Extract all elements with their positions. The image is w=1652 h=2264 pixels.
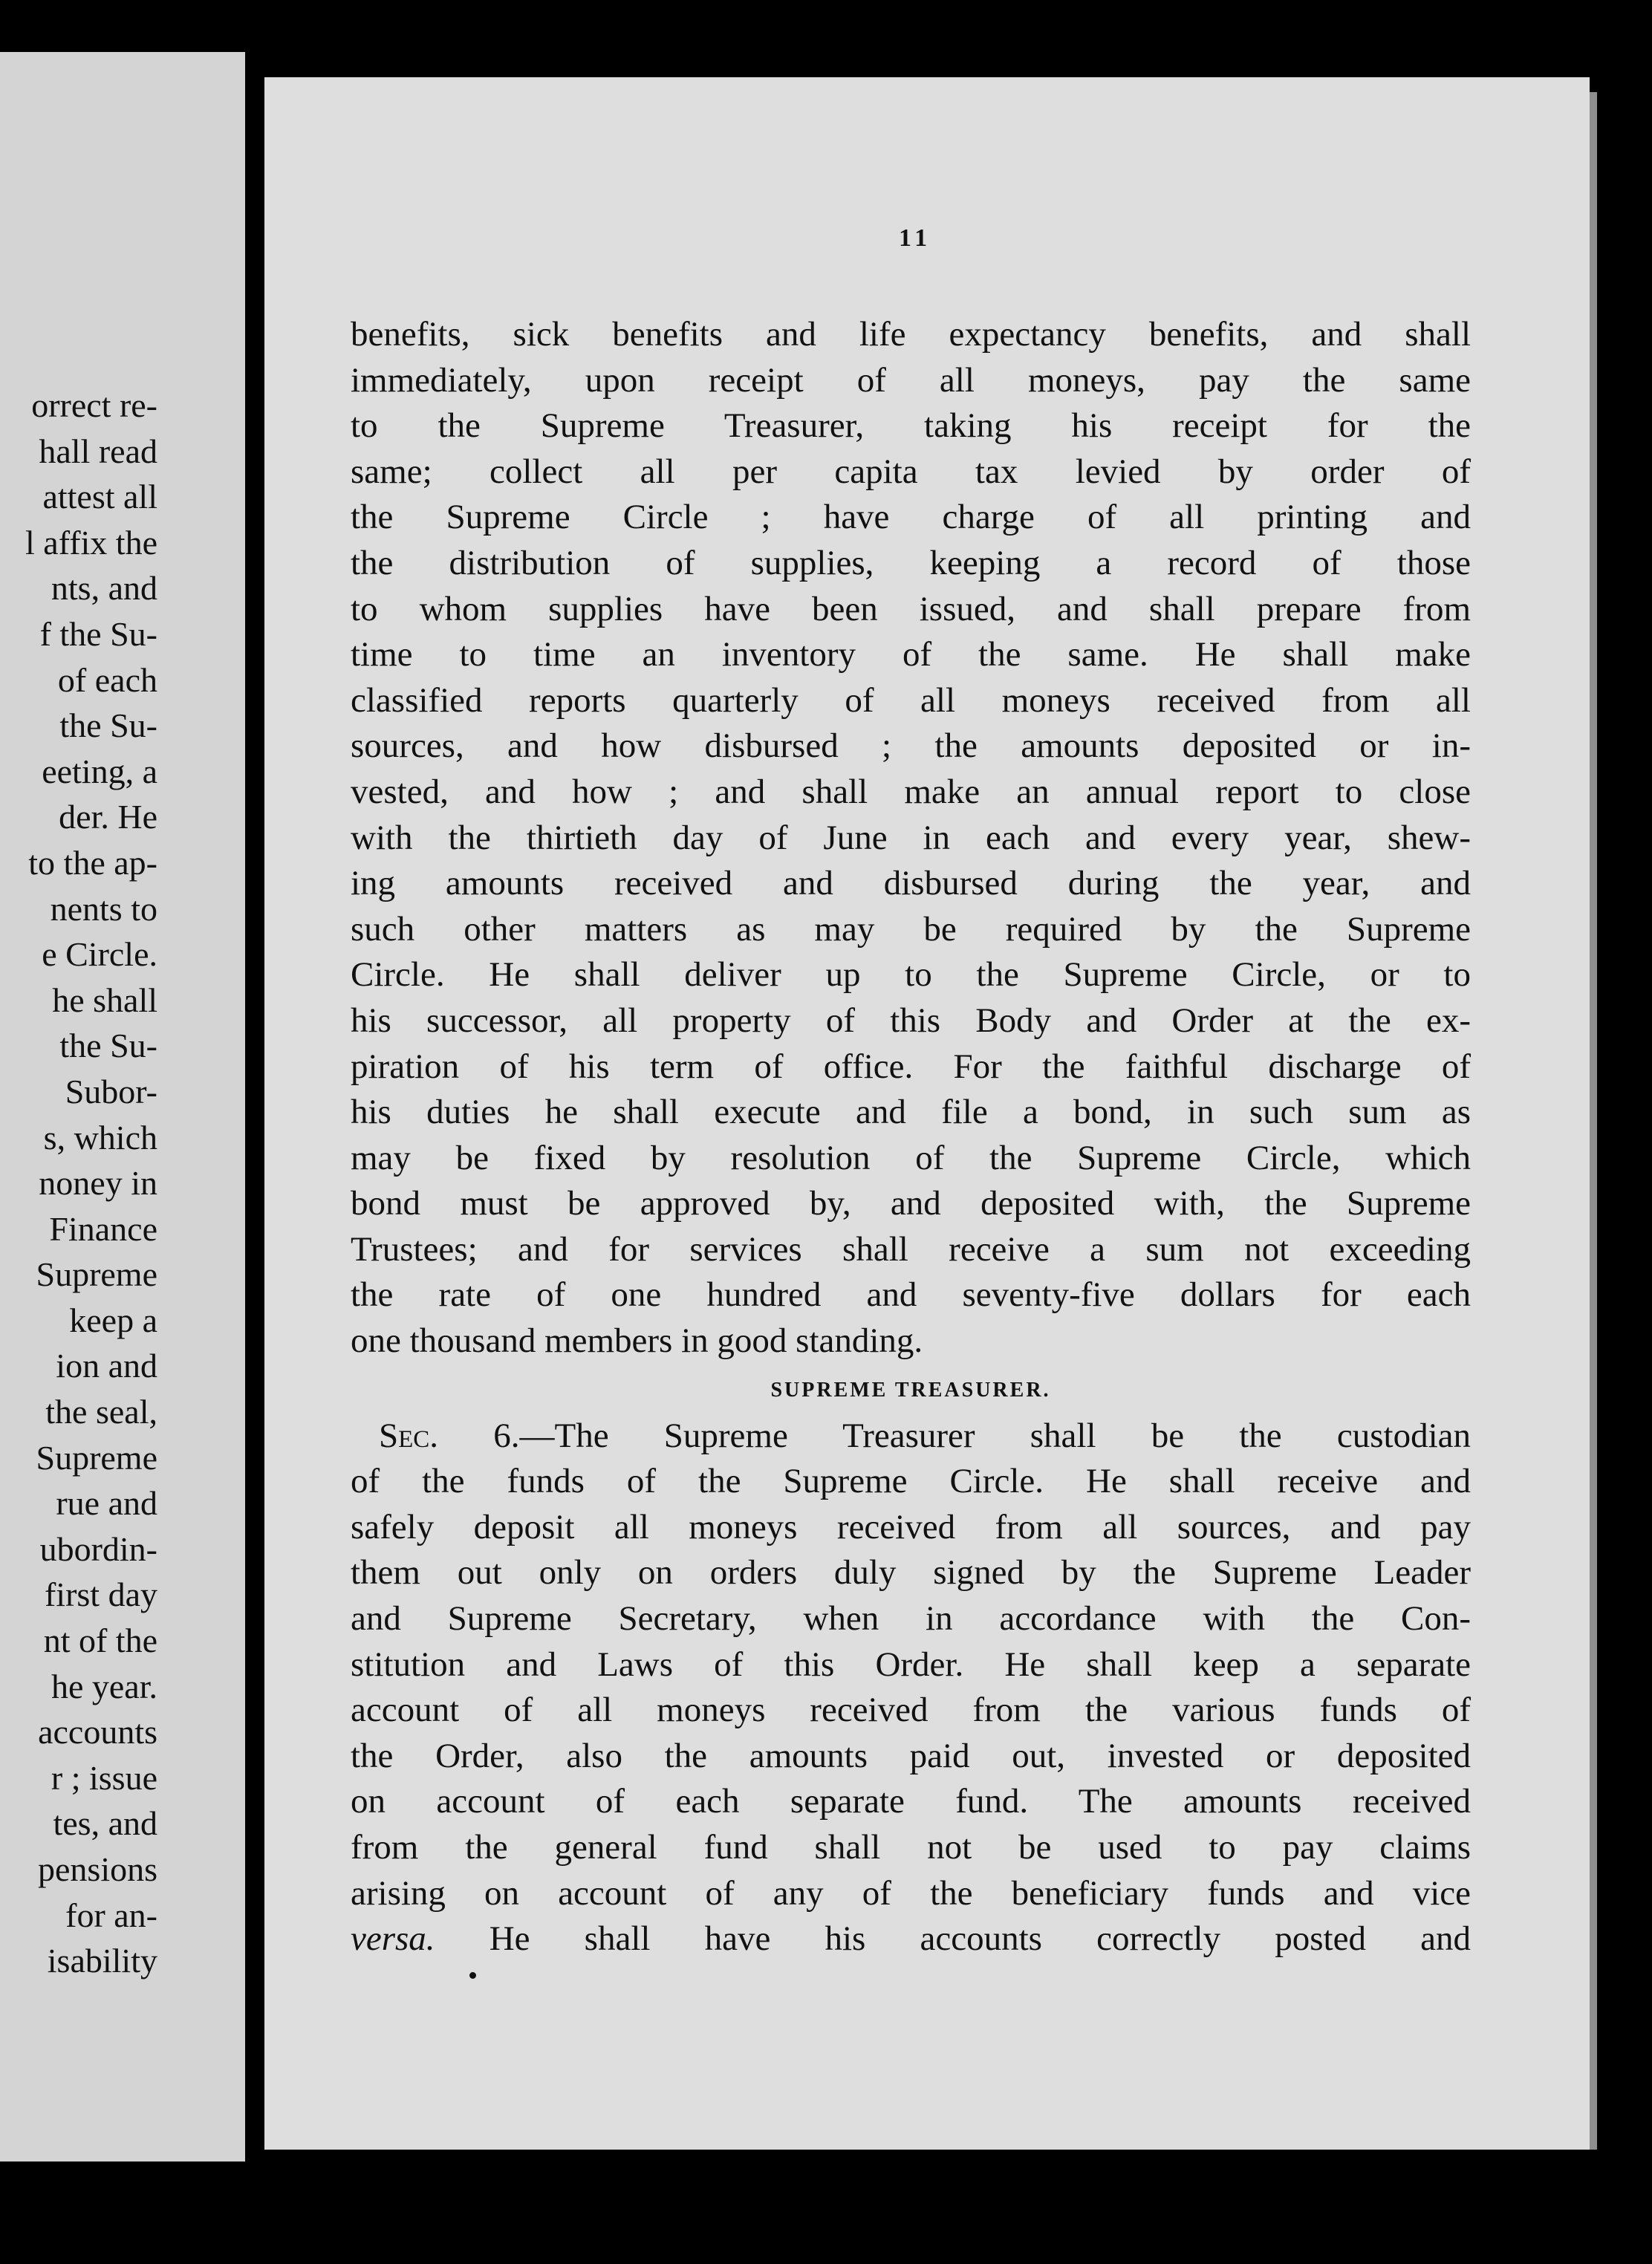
left-page-line: rue and: [56, 1484, 157, 1523]
text-line: ing amounts received and disbursed during the year, and: [351, 864, 1471, 903]
left-page: [0, 52, 245, 2161]
text-line: safely deposit all moneys received from all sources, and pay: [351, 1507, 1471, 1546]
text-line: same; collect all per capita tax levied by order of: [351, 452, 1471, 491]
left-page-line: Subor-: [65, 1072, 157, 1110]
body-text: [351, 312, 1471, 1962]
left-page-line: attest all: [42, 478, 157, 516]
text-line: sources, and how disbursed ; the amounts deposited or in-: [351, 726, 1471, 766]
text-line: may be fixed by resolution of the Supreme Circle, which: [351, 1138, 1471, 1177]
text-line: arising on account of any of the beneficiary funds and vice: [351, 1873, 1471, 1913]
left-page-line: eeting, a: [42, 752, 157, 790]
left-page-line: hall read: [39, 432, 157, 470]
section-label: Sec. 6.: [379, 1416, 520, 1455]
text-line: one thousand members in good standing.: [351, 1321, 923, 1361]
text-line: the Supreme Circle ; have charge of all printing and: [351, 498, 1471, 537]
text-line: Trustees; and for services shall receive a sum not exceeding: [351, 1229, 1471, 1269]
text-line: to whom supplies have been issued, and shall prepare from: [351, 589, 1471, 628]
text-line: the Order, also the amounts paid out, invested or deposited: [351, 1736, 1471, 1775]
left-page-line: nents to: [50, 889, 157, 928]
right-page: [264, 77, 1590, 2150]
page-number: 11: [899, 224, 932, 252]
text-line: of the funds of the Supreme Circle. He shall receive and: [351, 1462, 1471, 1501]
left-page-line: he shall: [52, 980, 157, 1019]
text-line: account of all moneys received from the various funds of: [351, 1691, 1471, 1730]
left-page-line: of each: [57, 660, 157, 699]
section-first-line: [351, 1414, 1471, 1460]
text-line: such other matters as may be required by the Supreme: [351, 909, 1471, 949]
left-page-line: the seal,: [45, 1393, 157, 1431]
left-page-line: Finance: [49, 1209, 157, 1248]
left-page-line: nts, and: [51, 569, 157, 608]
left-page-line: der. He: [59, 798, 157, 836]
paragraph-1: [351, 312, 1471, 1364]
last-line: [351, 1916, 1471, 1962]
text-line: to the Supreme Treasurer, taking his receipt for the: [351, 406, 1471, 446]
section-heading: SUPREME TREASURER.: [770, 1378, 1051, 1402]
left-page-line: r ; issue: [51, 1758, 157, 1797]
text-line: the distribution of supplies, keeping a record of those: [351, 543, 1471, 582]
text-line: benefits, sick benefits and life expectancy benefits, and shall: [351, 315, 1471, 354]
left-page-line: noney in: [39, 1164, 157, 1203]
section-first-line-text: —The Supreme Treasurer shall be the custodian: [519, 1416, 1471, 1455]
printer-dot: [469, 1972, 476, 1979]
paragraph-2: [351, 1459, 1471, 1916]
left-page-line: the Su-: [59, 706, 157, 745]
left-page-line: first day: [44, 1575, 157, 1614]
left-page-line: e Circle.: [42, 935, 157, 974]
left-page-line: isability: [47, 1942, 157, 1980]
text-line: Circle. He shall deliver up to the Supreme Circle, or to: [351, 955, 1471, 995]
text-line: piration of his term of office. For the faithful discharge of: [351, 1047, 1471, 1086]
last-line-text: He shall have his accounts correctly posted and: [435, 1919, 1471, 1959]
left-page-line: orrect re-: [31, 386, 157, 424]
text-line: his successor, all property of this Body and Order at the ex-: [351, 1001, 1471, 1040]
left-page-line: accounts: [38, 1713, 157, 1751]
text-line: bond must be approved by, and deposited with, the Supreme: [351, 1184, 1471, 1223]
gutter-line: [251, 0, 261, 2264]
left-page-line: Supreme: [36, 1438, 157, 1477]
text-line: vested, and how ; and shall make an annual report to close: [351, 772, 1471, 811]
left-page-line: for an-: [65, 1896, 157, 1934]
left-page-line: keep a: [69, 1301, 157, 1339]
text-line: and Supreme Secretary, when in accordance with the Con-: [351, 1599, 1471, 1639]
text-line: with the thirtieth day of June in each and every year, shew-: [351, 818, 1471, 857]
left-page-line: the Su-: [59, 1027, 157, 1065]
text-line: his duties he shall execute and file a bond, in such sum as: [351, 1093, 1471, 1132]
left-page-text: [0, 383, 157, 1984]
text-line: time to time an inventory of the same. He shall make: [351, 635, 1471, 674]
left-page-line: tes, and: [53, 1804, 157, 1843]
text-line: the rate of one hundred and seventy-five dollars for each: [351, 1275, 1471, 1315]
left-page-line: ion and: [56, 1347, 157, 1385]
left-page-line: l affix the: [25, 523, 157, 562]
text-line: stitution and Laws of this Order. He shall keep a separate: [351, 1645, 1471, 1684]
text-line: them out only on orders duly signed by the Supreme Leader: [351, 1553, 1471, 1593]
left-page-line: to the ap-: [28, 843, 157, 882]
left-page-line: pensions: [38, 1850, 157, 1888]
text-line: immediately, upon receipt of all moneys, pay the same: [351, 360, 1471, 400]
text-line: from the general fund shall not be used to pay claims: [351, 1828, 1471, 1867]
text-line: on account of each separate fund. The amounts received: [351, 1782, 1471, 1821]
text-line: classified reports quarterly of all moneys received from all: [351, 680, 1471, 720]
left-page-line: f the Su-: [39, 614, 157, 653]
left-page-line: ubordin-: [39, 1529, 157, 1568]
left-page-line: s, which: [43, 1118, 157, 1157]
last-line-italic: versa.: [351, 1919, 435, 1959]
left-page-line: Supreme: [36, 1255, 157, 1294]
left-page-line: nt of the: [43, 1621, 157, 1660]
left-page-line: he year.: [51, 1667, 157, 1705]
